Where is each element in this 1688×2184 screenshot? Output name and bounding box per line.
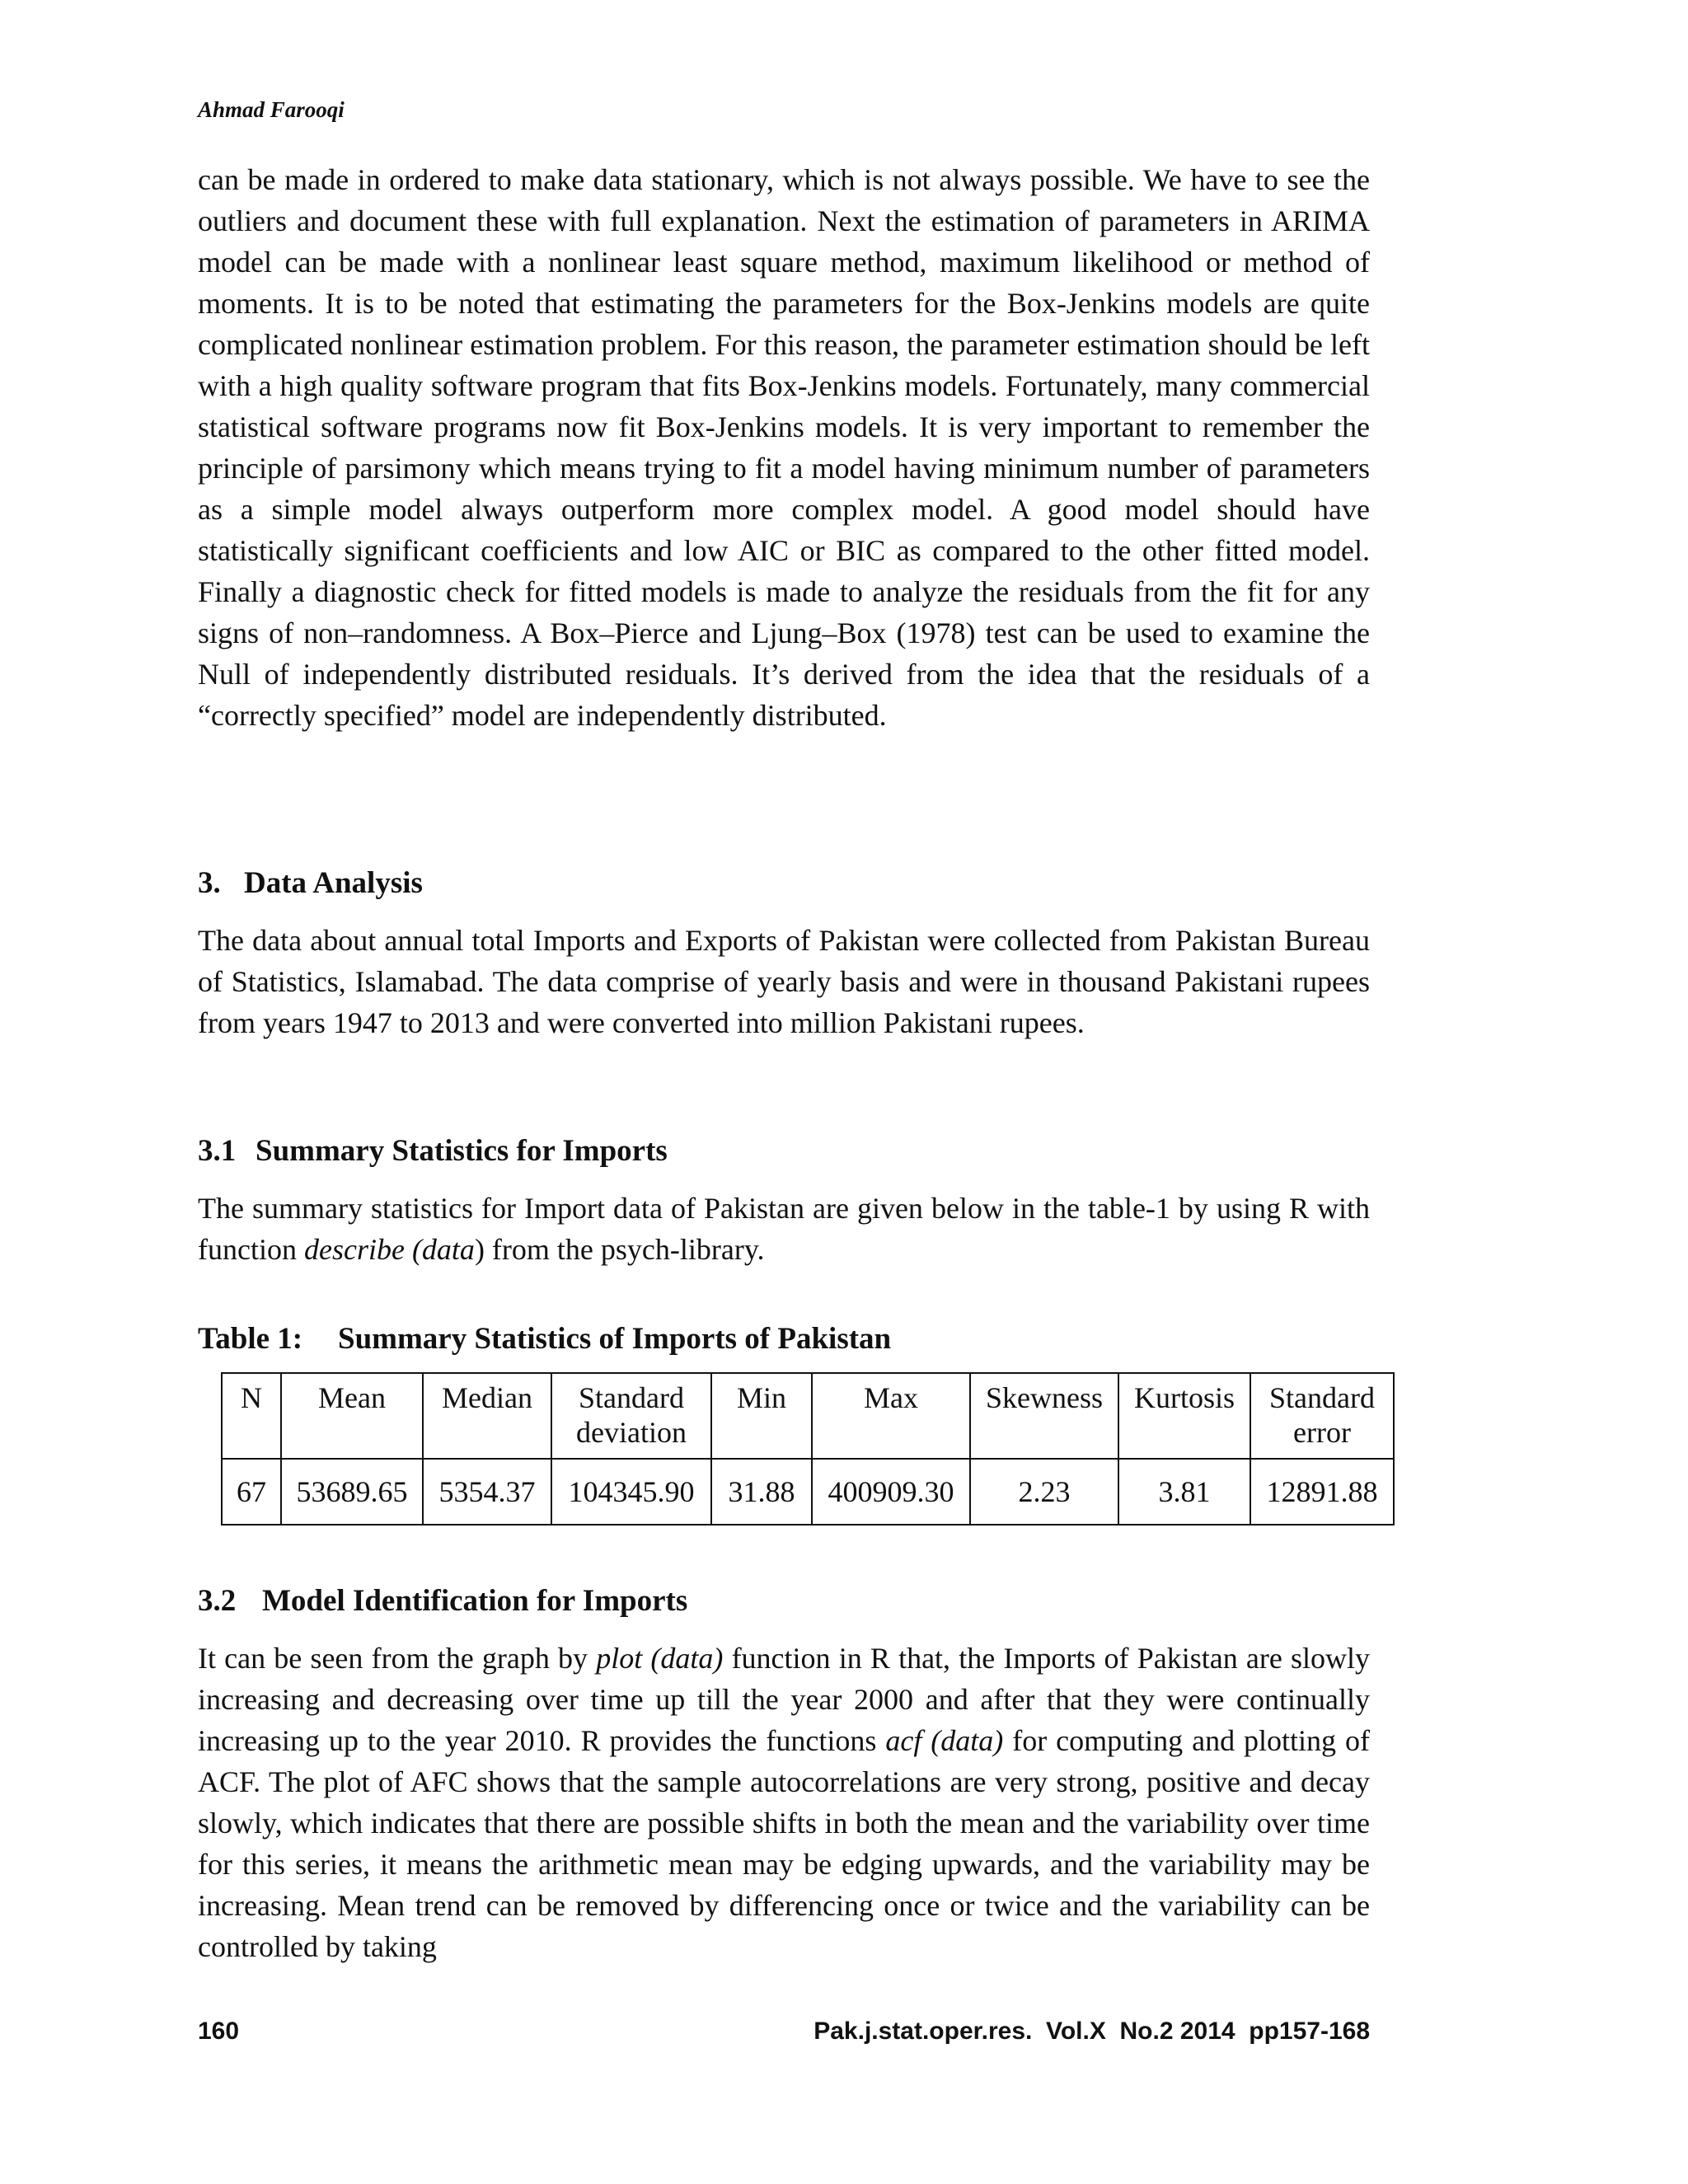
- section-number: 3.1: [198, 1134, 237, 1168]
- header-cell-median: Median: [423, 1373, 551, 1459]
- header-cell-max: Max: [812, 1373, 970, 1459]
- text-run: ) from the psych-library.: [474, 1233, 765, 1266]
- table-cell: 3.81: [1118, 1459, 1250, 1525]
- header-cell-standard-error: Standard error: [1250, 1373, 1394, 1459]
- paragraph-data-description: The data about annual total Imports and Exports of Pakistan were collected from Pakistan Bureau of Statistics, Islamabad. The data comprise of yearly basis and were in thousand Pakistani rupees from years 1947 to 2013 and were converted into million Pakistani rupees.: [198, 924, 1370, 1039]
- text-run: function in R that, the Imports of Pakistan are slowly increasing and decreasing over time up till the year 2000 and after that they were continually increasing up to the year 2010. R provides the functions: [198, 1642, 1371, 1757]
- running-head: Ahmad Farooqi: [198, 97, 345, 122]
- table-label: Table 1:: [198, 1322, 303, 1356]
- table-row: [222, 1459, 1394, 1525]
- summary-statistics-table: [221, 1372, 1395, 1526]
- table-title: Summary Statistics of Imports of Pakistan: [338, 1322, 892, 1356]
- paragraph-model-identification: [198, 1638, 1370, 1967]
- section-number: 3.: [198, 866, 221, 900]
- section-heading-data-analysis: [198, 863, 423, 904]
- function-name: plot (data): [596, 1642, 724, 1675]
- paragraph-summary-intro: [198, 1188, 1370, 1270]
- text-run: It can be seen from the graph by: [198, 1642, 597, 1675]
- section-title: Data Analysis: [244, 866, 423, 900]
- function-name: describe (data: [303, 1233, 475, 1266]
- header-cell-min: Min: [711, 1373, 812, 1459]
- section-heading-summary-statistics: [198, 1131, 668, 1172]
- text-run: The summary statistics for Import data of Pakistan are given below in the table-1 by using R with function: [198, 1192, 1370, 1266]
- section-title: Model Identification for Imports: [262, 1584, 688, 1618]
- table-cell: 12891.88: [1250, 1459, 1394, 1525]
- section-number: 3.2: [198, 1584, 237, 1618]
- section-heading-model-identification: [198, 1581, 687, 1622]
- journal-citation: Pak.j.stat.oper.res. Vol.X No.2 2014 pp157-168: [814, 2018, 1370, 2045]
- table-cell: 104345.90: [551, 1459, 711, 1525]
- table-header-row: [222, 1373, 1394, 1459]
- header-cell-n: N: [222, 1373, 281, 1459]
- section-title: Summary Statistics for Imports: [256, 1134, 668, 1168]
- function-name: acf (data): [885, 1724, 1004, 1757]
- table-cell: 5354.37: [423, 1459, 551, 1525]
- text-run: for computing and plotting of ACF. The plot of AFC shows that the sample autocorrelations are very strong, positive and decay slowly, which indicates that there are possible shifts in both the mean and the variability over time for this series, it means the arithmetic mean may be edging upwards, and the variability may be increasing. Mean trend can be removed by differencing once or twice and the variability can be controlled by taking: [198, 1724, 1370, 1963]
- page-number: 160: [198, 2018, 240, 2045]
- paragraph-methods: can be made in ordered to make data stationary, which is not always possible. We have to see the outliers and document these with full explanation. Next the estimation of parameters in ARIMA model can be made with a nonlinear least square method, maximum likelihood or method of moments. It is to be noted that estimating the parameters for the Box-Jenkins models are quite complicated nonlinear estimation problem. For this reason, the parameter estimation should be left with a high quality software program that fits Box-Jenkins models. Fortunately, many commercial statistical software programs now fit Box-Jenkins models. It is very important to remember the principle of parsimony which means trying to fit a model having minimum number of parameters as a simple model always outperform more complex model. A good model should have statistically significant coefficients and low AIC or BIC as compared to the other fitted model. Finally a diagnostic check for fitted models is made to analyze the residuals from the fit for any signs of non–randomness. A Box–Pierce and Ljung–Box (1978) test can be used to examine the Null of independently distributed residuals. It’s derived from the idea that the residuals of a “correctly specified” model are independently distributed.: [198, 163, 1370, 732]
- table-cell: 53689.65: [281, 1459, 423, 1525]
- header-cell-mean: Mean: [281, 1373, 423, 1459]
- header-cell-standard-deviation: Standard deviation: [551, 1373, 711, 1459]
- header-cell-skewness: Skewness: [970, 1373, 1118, 1459]
- table-cell: 31.88: [711, 1459, 812, 1525]
- table-cell: 400909.30: [812, 1459, 970, 1525]
- table-cell: 67: [222, 1459, 281, 1525]
- header-cell-kurtosis: Kurtosis: [1118, 1373, 1250, 1459]
- table-cell: 2.23: [970, 1459, 1118, 1525]
- table-caption: [198, 1319, 891, 1360]
